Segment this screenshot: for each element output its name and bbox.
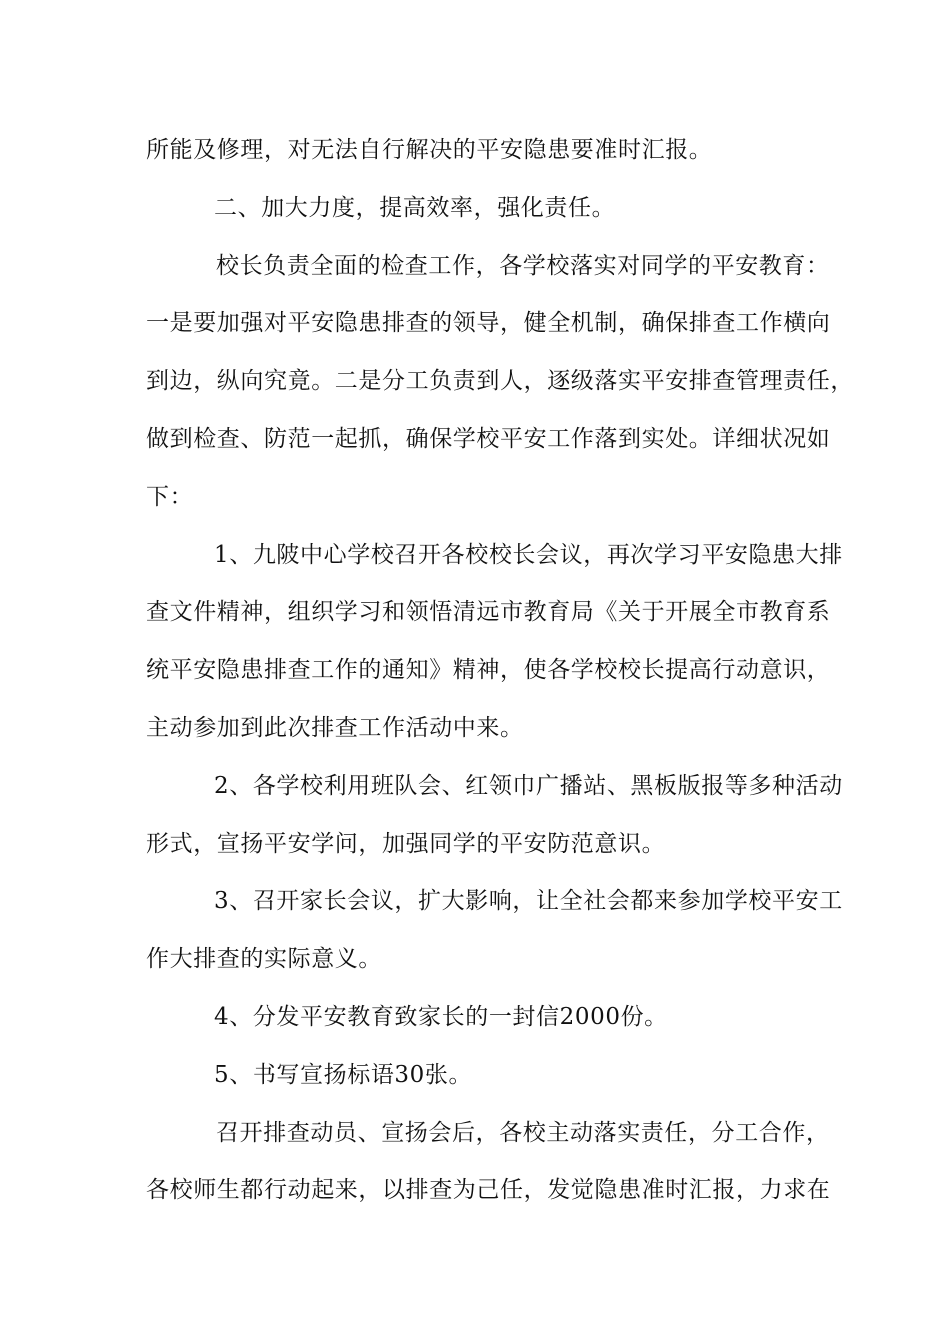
text-line: 主动参加到此次排查工作活动中来。 bbox=[146, 714, 524, 741]
list-item-first-line: 1、九陂中心学校召开各校校长会议，再次学习平安隐患大排 bbox=[214, 541, 843, 568]
text-line: 形式，宣扬平安学问，加强同学的平安防范意识。 bbox=[146, 830, 666, 857]
document-body bbox=[146, 130, 854, 1228]
paragraph-first-line: 校长负责全面的检查工作，各学校落实对同学的平安教育： bbox=[216, 252, 830, 279]
list-item-first-line: 4、分发平安教育致家长的一封信2000份。 bbox=[214, 1003, 668, 1030]
text-line: 查文件精神，组织学习和领悟清远市教育局《关于开展全市教育系 bbox=[146, 599, 831, 626]
text-line: 做到检查、防范一起抓，确保学校平安工作落到实处。详细状况如 bbox=[146, 425, 831, 452]
text-line: 到边，纵向究竟。二是分工负责到人，逐级落实平安排查管理责任， bbox=[146, 368, 854, 395]
list-item-first-line: 2、各学校利用班队会、红领巾广播站、黑板版报等多种活动 bbox=[214, 772, 843, 799]
section-heading: 二、加大力度，提高效率，强化责任。 bbox=[214, 194, 616, 221]
text-line: 所能及修理，对无法自行解决的平安隐患要准时汇报。 bbox=[146, 137, 713, 163]
text-line: 一是要加强对平安隐患排查的领导，健全机制，确保排查工作横向 bbox=[146, 310, 831, 337]
text-line: 下： bbox=[146, 483, 194, 510]
text-line: 作大排查的实际意义。 bbox=[146, 946, 382, 973]
text-line: 统平安隐患排查工作的通知》精神，使各学校校长提高行动意识， bbox=[146, 657, 831, 684]
list-item-first-line: 5、书写宣扬标语30张。 bbox=[214, 1061, 473, 1088]
list-item-first-line: 3、召开家长会议，扩大影响，让全社会都来参加学校平安工 bbox=[214, 888, 843, 915]
paragraph-first-line: 召开排查动员、宣扬会后，各校主动落实责任，分工合作， bbox=[216, 1119, 830, 1146]
text-line: 各校师生都行动起来，以排查为己任，发觉隐患准时汇报，力求在 bbox=[146, 1177, 831, 1204]
